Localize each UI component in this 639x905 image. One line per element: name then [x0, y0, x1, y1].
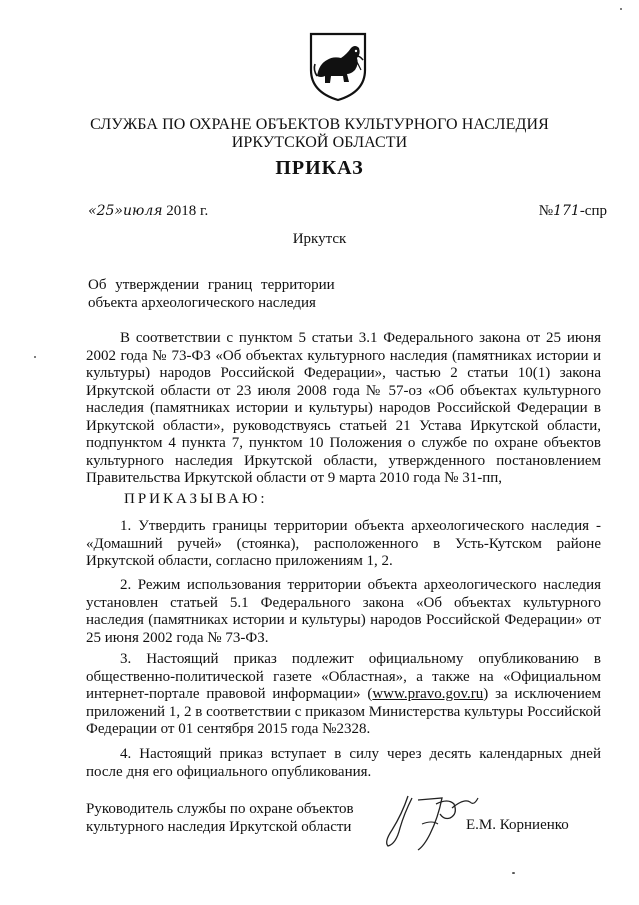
subject-line1: Об утверждении границ территории: [88, 277, 335, 293]
document-type-title: ПРИКАЗ: [275, 157, 364, 179]
date-year: 2018 г.: [166, 203, 209, 219]
order-item-1: 1. Утвердить границы территории объекта археологического наследия - «Домашний ручей» (стоянка), расположенного в Усть-Кутском районе Иркутской области, согласно приложениям 1, 2.: [86, 518, 601, 569]
number-suffix: -спр: [579, 203, 607, 219]
agency-name-line1: СЛУЖБА ПО ОХРАНЕ ОБЪЕКТОВ КУЛЬТУРНОГО НАСЛЕДИЯ: [90, 116, 549, 133]
irkutsk-coat-of-arms-icon: [303, 30, 373, 102]
pravo-link[interactable]: www.pravo.gov.ru: [372, 686, 484, 702]
order-item-2: 2. Режим использования территории объекта археологического наследия установлен статьей 5.1 Федерального закона «Об объектах культурного наследия (памятниках истории и культуры) народов Российской Федерации» от 25 июня 2002 года № 73-ФЗ.: [86, 577, 601, 646]
position-line2: культурного наследия Иркутской области: [86, 819, 352, 835]
preamble-paragraph: В соответствии с пунктом 5 статьи 3.1 Федерального закона от 25 июня 2002 года № 73-ФЗ «Об объектах культурного наследия (памятниках истории и культуры) народов Российской Федерации», частью 2 статьи 10(1) закона Иркутской области от 23 июля 2008 года № 57-оз «Об объектах культурного наследия (памятниках истории и культуры) народов Российской Федерации в Иркутской области», руководствуясь статьей 21 Устава Иркутской области, подпунктом 4 пункта 7, пунктом 10 Положения о службе по охране объектов культурного наследия Иркутской области, утвержденного постановлением Правительства Иркутской области от 9 марта 2010 года № 31-пп,: [86, 330, 601, 486]
order-item-3: [86, 651, 601, 739]
subject-line2: объекта археологического наследия: [88, 295, 316, 311]
date-day-handwritten: 25: [96, 203, 115, 219]
document-number: [539, 203, 607, 220]
signatory-name: Е.М. Корниенко: [466, 817, 569, 833]
document-subject: [88, 276, 378, 312]
position-line1: Руководитель службы по охране объектов: [86, 801, 354, 817]
scan-speck: [34, 356, 36, 358]
scan-speck: [512, 872, 515, 874]
date-month-handwritten: июля: [122, 203, 163, 219]
document-date: [88, 203, 208, 220]
item3-text-before: 3. Настоящий приказ подлежит официальному опубликованию в общественно-политической газете «Областная», а также на «Официальном интернет-портале правовой информации» (: [86, 651, 601, 702]
orders-word: ПРИКАЗЫВАЮ:: [124, 491, 268, 507]
date-quote-close: »: [114, 203, 123, 219]
scan-speck: [620, 8, 622, 10]
signatory-position: [86, 800, 354, 836]
date-quote-open: «: [88, 203, 97, 219]
agency-name-line2: ИРКУТСКОЙ ОБЛАСТИ: [231, 134, 408, 151]
order-item-4: 4. Настоящий приказ вступает в силу через десять календарных дней после дня его официального опубликования.: [86, 746, 601, 780]
document-city: Иркутск: [292, 231, 347, 247]
item3-text-after: ) за исключением приложений 1, 2 в соответствии с приказом Министерства культуры Российской Федерации от 01 сентября 2015 года №2328.: [86, 686, 602, 737]
number-handwritten: 171: [553, 203, 580, 219]
number-prefix: №: [538, 203, 554, 219]
